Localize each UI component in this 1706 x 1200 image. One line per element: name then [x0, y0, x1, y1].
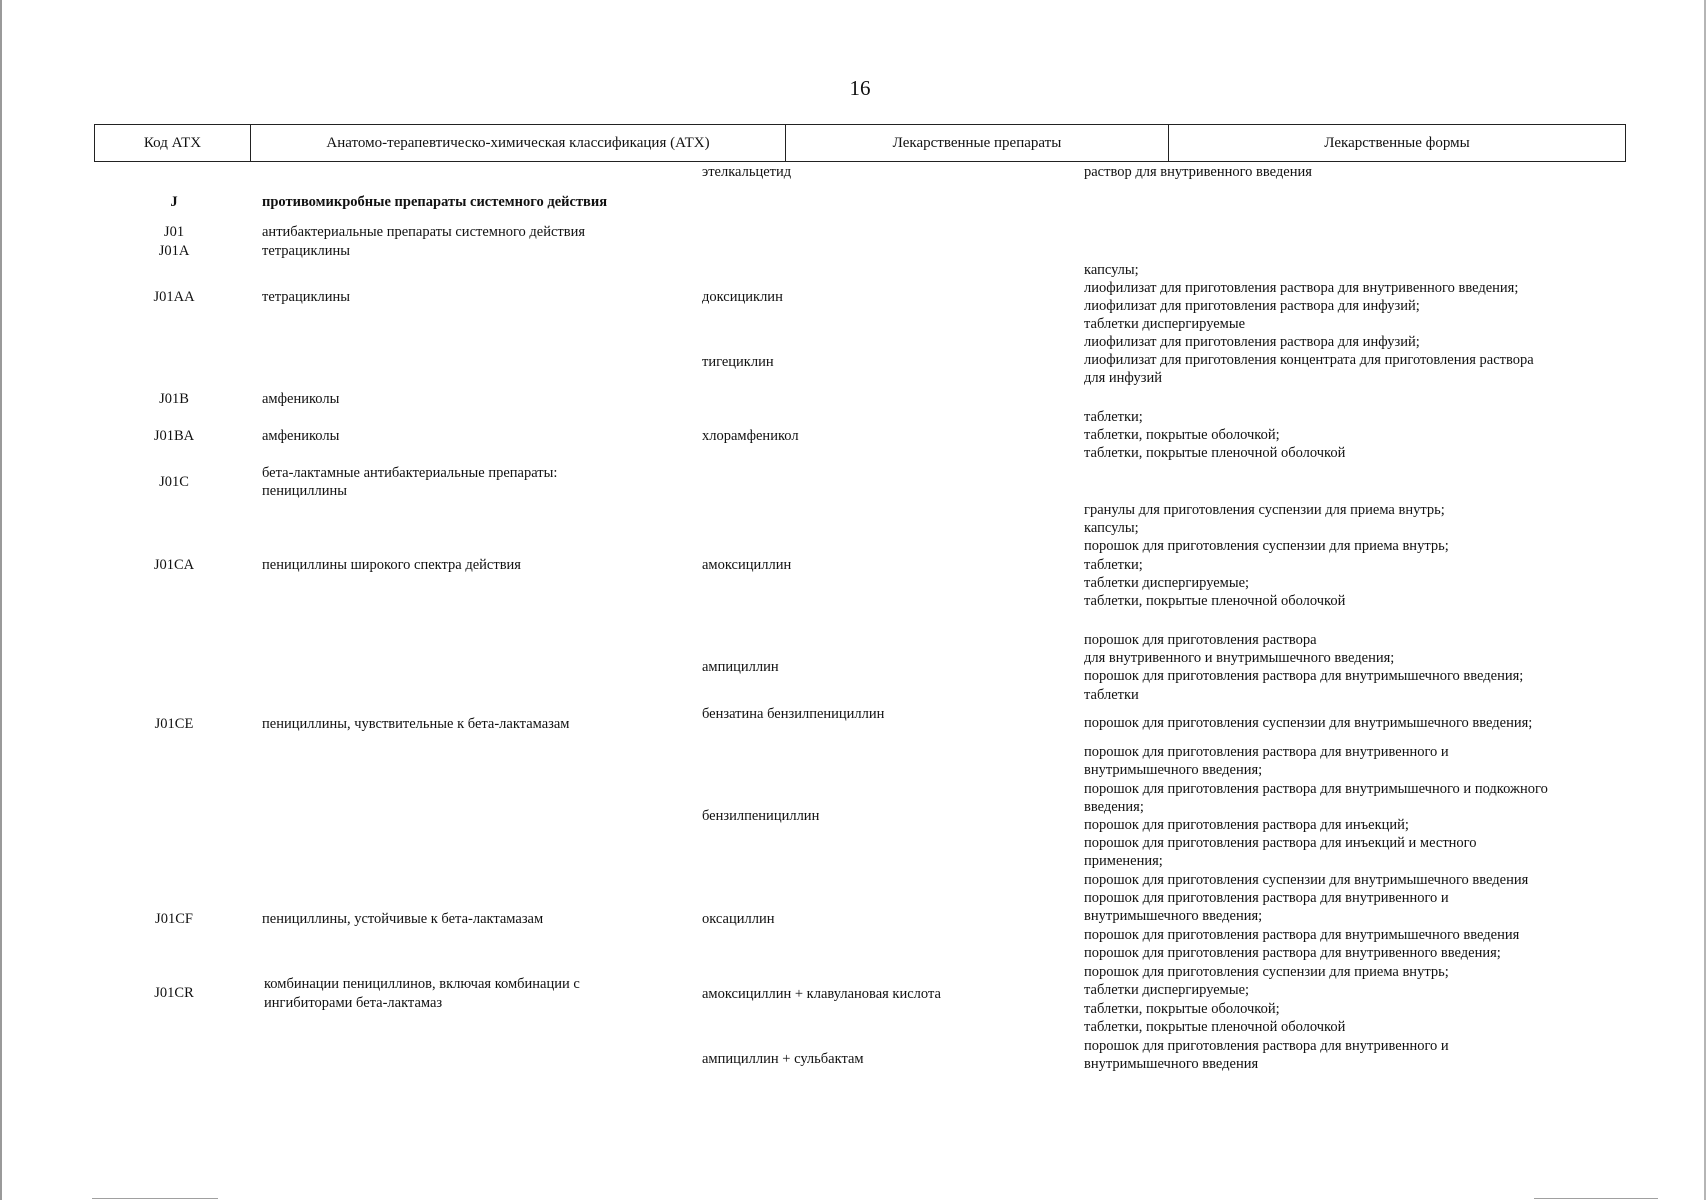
- dosage-form: порошок для приготовления суспензии для внутримышечного введения;: [1084, 715, 1533, 731]
- atc-code: J01AA: [153, 289, 195, 305]
- atc-code: J: [170, 194, 178, 210]
- header-drugs: Лекарственные препараты: [785, 125, 1168, 161]
- scan-footer-line-right: [1534, 1198, 1658, 1199]
- atc-code: J01A: [158, 243, 190, 259]
- atc-code: J01CR: [154, 985, 194, 1001]
- dosage-form: таблетки диспергируемые: [1084, 316, 1246, 332]
- dosage-form: порошок для приготовления раствора для инъекций и местного: [1084, 835, 1477, 851]
- drug-name: оксациллин: [702, 911, 775, 927]
- dosage-form: порошок для приготовления суспензии для приема внутрь;: [1084, 964, 1449, 980]
- header-code: Код АТХ: [143, 134, 202, 151]
- dosage-form: для инфузий: [1084, 370, 1162, 386]
- dosage-form: лиофилизат для приготовления раствора для инфузий;: [1084, 334, 1420, 350]
- atc-group-name: пенициллины: [262, 483, 347, 499]
- dosage-form: порошок для приготовления раствора для внутривенного и: [1084, 890, 1449, 906]
- dosage-form: лиофилизат для приготовления раствора для внутривенного введения;: [1084, 280, 1519, 296]
- atc-group-name: тетрациклины: [262, 289, 351, 305]
- dosage-form: таблетки диспергируемые;: [1084, 982, 1250, 998]
- drug-name: бензатина бензилпенициллин: [702, 706, 885, 722]
- drug-name: амоксициллин: [702, 557, 792, 573]
- dosage-form: гранулы для приготовления суспензии для приема внутрь;: [1084, 502, 1445, 518]
- dosage-form: порошок для приготовления раствора для внутримышечного введения: [1084, 927, 1520, 943]
- drug-name: тигециклин: [702, 354, 774, 370]
- dosage-form: порошок для приготовления суспензии для приема внутрь;: [1084, 538, 1449, 554]
- dosage-form: таблетки;: [1084, 557, 1143, 573]
- dosage-form: порошок для приготовления раствора для внутримышечного введения;: [1084, 668, 1524, 684]
- dosage-form: раствор для внутривенного введения: [1084, 164, 1312, 180]
- atc-group-name: амфениколы: [262, 391, 340, 407]
- drug-name: этелкальцетид: [702, 164, 792, 180]
- drug-name: амоксициллин + клавулановая кислота: [702, 986, 941, 1002]
- atc-code: J01B: [159, 391, 189, 407]
- dosage-form: внутримышечного введения;: [1084, 908, 1263, 924]
- dosage-form: таблетки, покрытые пленочной оболочкой: [1084, 1019, 1346, 1035]
- drug-name: доксициклин: [702, 289, 783, 305]
- drug-name: ампициллин: [702, 659, 779, 675]
- dosage-form: таблетки диспергируемые;: [1084, 575, 1250, 591]
- atc-group-name: бета-лактамные антибактериальные препараты:: [262, 465, 558, 481]
- table-header: [94, 124, 1626, 162]
- dosage-form: внутримышечного введения;: [1084, 762, 1263, 778]
- dosage-form: лиофилизат для приготовления раствора для инфузий;: [1084, 298, 1420, 314]
- atc-group-name: пенициллины широкого спектра действия: [262, 557, 521, 573]
- atc-code: J01BA: [153, 428, 195, 444]
- atc-code: J01CE: [154, 716, 194, 732]
- atc-group-name: антибактериальные препараты системного действия: [262, 224, 586, 240]
- dosage-form: таблетки, покрытые пленочной оболочкой: [1084, 445, 1346, 461]
- atc-group-name: пенициллины, чувствительные к бета-лактамазам: [262, 716, 570, 732]
- dosage-form: порошок для приготовления раствора для инъекций;: [1084, 817, 1409, 833]
- dosage-form: порошок для приготовления раствора: [1084, 632, 1317, 648]
- atc-group-name: ингибиторами бета-лактамаз: [264, 995, 443, 1011]
- dosage-form: порошок для приготовления раствора для внутривенного и: [1084, 744, 1449, 760]
- drug-name: ампициллин + сульбактам: [702, 1051, 864, 1067]
- dosage-form: таблетки;: [1084, 409, 1143, 425]
- dosage-form: таблетки: [1084, 687, 1139, 703]
- atc-group-name: противомикробные препараты системного действия: [262, 194, 608, 210]
- dosage-form: капсулы;: [1084, 520, 1139, 536]
- dosage-form: порошок для приготовления раствора для внутримышечного и подкожного: [1084, 781, 1548, 797]
- atc-code: J01C: [159, 474, 189, 490]
- dosage-form: применения;: [1084, 853, 1163, 869]
- atc-group-name: пенициллины, устойчивые к бета-лактамазам: [262, 911, 544, 927]
- dosage-form: порошок для приготовления суспензии для внутримышечного введения: [1084, 872, 1529, 888]
- drug-name: бензилпенициллин: [702, 808, 820, 824]
- atc-code: J01: [163, 224, 185, 240]
- dosage-form: порошок для приготовления раствора для внутривенного введения;: [1084, 945, 1501, 961]
- atc-group-name: амфениколы: [262, 428, 340, 444]
- dosage-form: введения;: [1084, 799, 1144, 815]
- atc-code: J01CF: [155, 911, 193, 927]
- dosage-form: лиофилизат для приготовления концентрата для приготовления раствора: [1084, 352, 1534, 368]
- dosage-form: таблетки, покрытые оболочкой;: [1084, 427, 1280, 443]
- dosage-form: для внутривенного и внутримышечного введения;: [1084, 650, 1395, 666]
- atc-group-name: тетрациклины: [262, 243, 351, 259]
- page-number: 16: [849, 76, 871, 100]
- dosage-form: капсулы;: [1084, 262, 1139, 278]
- scan-edge-left: [0, 0, 2, 1200]
- dosage-form: таблетки, покрытые пленочной оболочкой: [1084, 593, 1346, 609]
- atc-code: J01CA: [153, 557, 195, 573]
- header-forms: Лекарственные формы: [1168, 125, 1625, 161]
- atc-group-name: комбинации пенициллинов, включая комбинации с: [264, 976, 580, 992]
- drug-name: хлорамфеникол: [702, 428, 799, 444]
- scan-footer-line-left: [92, 1198, 218, 1199]
- dosage-form: таблетки, покрытые оболочкой;: [1084, 1001, 1280, 1017]
- header-classification: Анатомо-терапевтическо-химическая классификация (АТХ): [250, 125, 785, 161]
- dosage-form: порошок для приготовления раствора для внутривенного и: [1084, 1038, 1449, 1054]
- dosage-form: внутримышечного введения: [1084, 1056, 1259, 1072]
